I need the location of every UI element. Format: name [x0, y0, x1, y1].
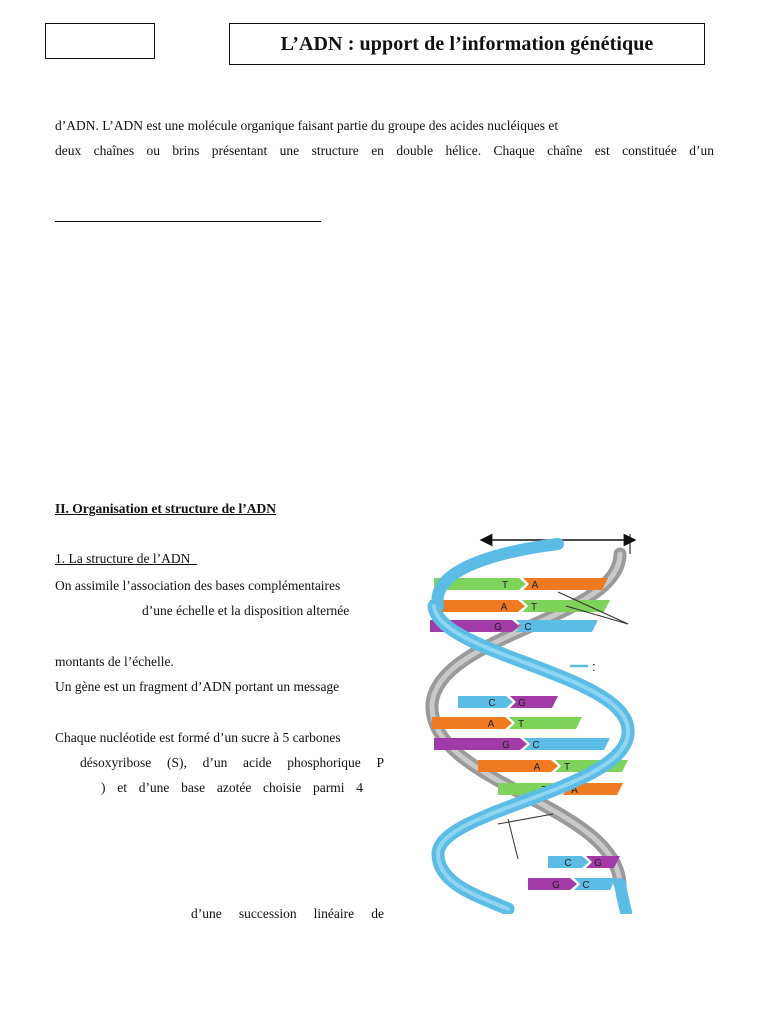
text-line-3: montants de l’échelle.	[55, 654, 174, 669]
dna-double-helix-diagram	[398, 524, 688, 914]
text-line-7: ) et d’une base azotée choisie parmi 4	[101, 780, 363, 795]
base-letter: A	[500, 602, 508, 613]
base-letter: T	[563, 762, 571, 773]
base-letter: T	[501, 580, 509, 591]
front-strand-bottom	[620, 884, 626, 912]
base-letter: C	[488, 698, 496, 709]
base-letter: G	[494, 622, 502, 633]
base-A-left	[430, 600, 525, 612]
base-letter: G	[502, 740, 510, 751]
text-line-2: d’une échelle et la disposition alternée	[142, 603, 350, 618]
base-letter: T	[541, 785, 548, 796]
base-letter: C	[564, 858, 572, 869]
base-G-left	[434, 738, 527, 750]
base-letter: A	[487, 719, 495, 730]
base-letter: G	[552, 880, 560, 891]
text-line-8: d’une succession linéaire de	[191, 906, 384, 921]
intro-line-1: d’ADN. L’ADN est une molécule organique faisant partie du groupe des acides nucléiques et	[55, 118, 559, 133]
pointer-line-4	[508, 819, 518, 859]
section-heading: II. Organisation et structure de l’ADN	[55, 501, 276, 516]
base-C-left	[458, 696, 513, 708]
answer-line	[55, 221, 321, 222]
text-line-6: désoxyribose (S), d’un acide phosphorique P	[80, 755, 384, 770]
base-letter: A	[533, 762, 541, 773]
base-letter: C	[582, 880, 590, 891]
subsection-heading: 1. La structure de l’ADN	[55, 551, 198, 566]
text-line-1: On assimile l’association des bases complémentaires	[55, 578, 341, 593]
base-letter: T	[517, 719, 525, 730]
pointer-line-3	[498, 814, 553, 824]
base-C-right	[574, 878, 616, 890]
base-A-left	[432, 717, 512, 729]
base-letter: A	[531, 580, 539, 591]
base-letter: C	[524, 622, 532, 633]
text-line-5: Chaque nucléotide est formé d’un sucre à 5 carbones	[55, 730, 341, 745]
base-letter: C	[532, 740, 540, 751]
base-letter: G	[518, 698, 526, 709]
legend-colon: :	[592, 659, 596, 674]
name-box	[45, 23, 155, 59]
page-title: L’ADN : upport de l’information génétique	[280, 32, 654, 55]
base-letter: G	[594, 858, 602, 869]
front-strand-top	[437, 544, 558, 606]
base-A-left	[478, 760, 558, 772]
base-letter: A	[571, 785, 578, 796]
base-letter: T	[530, 602, 538, 613]
title-box	[229, 23, 705, 65]
intro-line-2: deux chaînes ou brins présentant une structure en double hélice. Chaque chaîne est constituée d’un	[55, 143, 714, 158]
text-line-4: Un gène est un fragment d’ADN portant un message	[55, 679, 340, 694]
